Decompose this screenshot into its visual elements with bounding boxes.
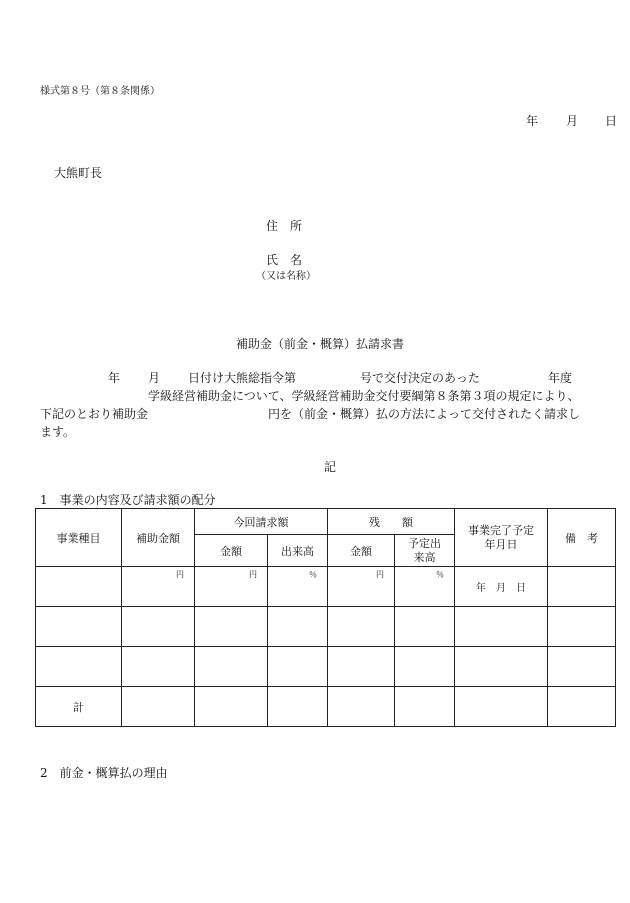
header-remarks: 備 考 — [548, 509, 616, 567]
claim-amount-cell[interactable] — [195, 607, 268, 647]
name-label: 氏 名 — [266, 253, 303, 267]
body-fiscal-year: 年度 — [548, 371, 573, 385]
date-month: 月 — [566, 114, 579, 128]
date-day: 日 — [605, 114, 618, 128]
claim-amount-cell[interactable]: 円 — [195, 567, 268, 607]
claim-progress-cell[interactable] — [268, 647, 328, 687]
header-remaining-amount: 金額 — [328, 535, 395, 567]
total-claim-amount-cell[interactable] — [195, 687, 268, 727]
completion-date-cell[interactable] — [455, 647, 548, 687]
allocation-table — [35, 508, 616, 727]
body-line3-start: 下記のとおり補助金 — [40, 407, 149, 421]
header-completion-date-line1: 事業完了予定 — [468, 523, 534, 537]
remaining-amount-cell[interactable]: 円 — [328, 567, 395, 607]
header-completion-date — [455, 509, 548, 567]
header-remaining: 残 額 — [328, 509, 455, 535]
project-type-cell[interactable] — [36, 567, 122, 607]
total-subsidy-amount-cell[interactable] — [122, 687, 195, 727]
remarks-cell[interactable] — [548, 607, 616, 647]
name-note: （又は名称） — [256, 271, 316, 282]
header-subsidy-amount: 補助金額 — [122, 509, 195, 567]
header-planned-progress-line2: 来高 — [413, 550, 436, 564]
completion-date-cell[interactable]: 年 月 日 — [455, 567, 548, 607]
total-remarks-cell[interactable] — [548, 687, 616, 727]
section2-heading: 2 前金・概算払の理由 — [40, 766, 168, 780]
remaining-amount-cell[interactable] — [328, 607, 395, 647]
date-year: 年 — [526, 114, 539, 128]
header-current-claim: 今回請求額 — [195, 509, 328, 535]
body-dated: 日付け大熊総指令第 — [188, 371, 297, 385]
addressee: 大熊町長 — [54, 166, 103, 180]
body-line2: 学級経営補助金について、学級経営補助金交付要綱第８条第３項の規定により、 — [148, 389, 580, 403]
body-line4: ます。 — [40, 425, 76, 439]
total-planned-progress-cell[interactable] — [395, 687, 455, 727]
total-row — [36, 687, 616, 727]
claim-amount-cell[interactable] — [195, 647, 268, 687]
address-label: 住 所 — [266, 219, 303, 233]
section1-heading: 1 事業の内容及び請求額の配分 — [40, 493, 216, 507]
header-claim-progress: 出来高 — [268, 535, 328, 567]
remarks-cell[interactable] — [548, 567, 616, 607]
planned-progress-cell[interactable] — [395, 647, 455, 687]
header-planned-progress-line1: 予定出 — [408, 536, 441, 550]
header-completion-date-line2: 年月日 — [484, 537, 518, 551]
ki-heading: 記 — [324, 460, 337, 474]
form-number: 様式第８号（第８条関係） — [40, 86, 160, 97]
planned-progress-cell[interactable] — [395, 607, 455, 647]
total-label: 計 — [36, 687, 122, 727]
subsidy-amount-cell[interactable]: 円 — [122, 567, 195, 607]
document-title: 補助金（前金・概算）払請求書 — [236, 337, 405, 351]
body-year: 年 — [108, 371, 121, 385]
total-completion-date-cell[interactable] — [455, 687, 548, 727]
table-row — [36, 567, 616, 607]
table-row — [36, 607, 616, 647]
header-project-type: 事業種目 — [36, 509, 122, 567]
remarks-cell[interactable] — [548, 647, 616, 687]
body-month: 月 — [148, 371, 161, 385]
header-planned-progress — [395, 535, 455, 567]
subsidy-amount-cell[interactable] — [122, 647, 195, 687]
planned-progress-cell[interactable]: ％ — [395, 567, 455, 607]
total-remaining-amount-cell[interactable] — [328, 687, 395, 727]
remaining-amount-cell[interactable] — [328, 647, 395, 687]
project-type-cell[interactable] — [36, 647, 122, 687]
claim-progress-cell[interactable] — [268, 607, 328, 647]
subsidy-amount-cell[interactable] — [122, 607, 195, 647]
table-row — [36, 647, 616, 687]
completion-date-cell[interactable] — [455, 607, 548, 647]
body-number: 号で交付決定のあった — [360, 371, 480, 385]
header-claim-amount: 金額 — [195, 535, 268, 567]
total-claim-progress-cell[interactable] — [268, 687, 328, 727]
claim-progress-cell[interactable]: ％ — [268, 567, 328, 607]
body-line3-end: 円を（前金・概算）払の方法によって交付されたく請求し — [268, 407, 581, 421]
project-type-cell[interactable] — [36, 607, 122, 647]
